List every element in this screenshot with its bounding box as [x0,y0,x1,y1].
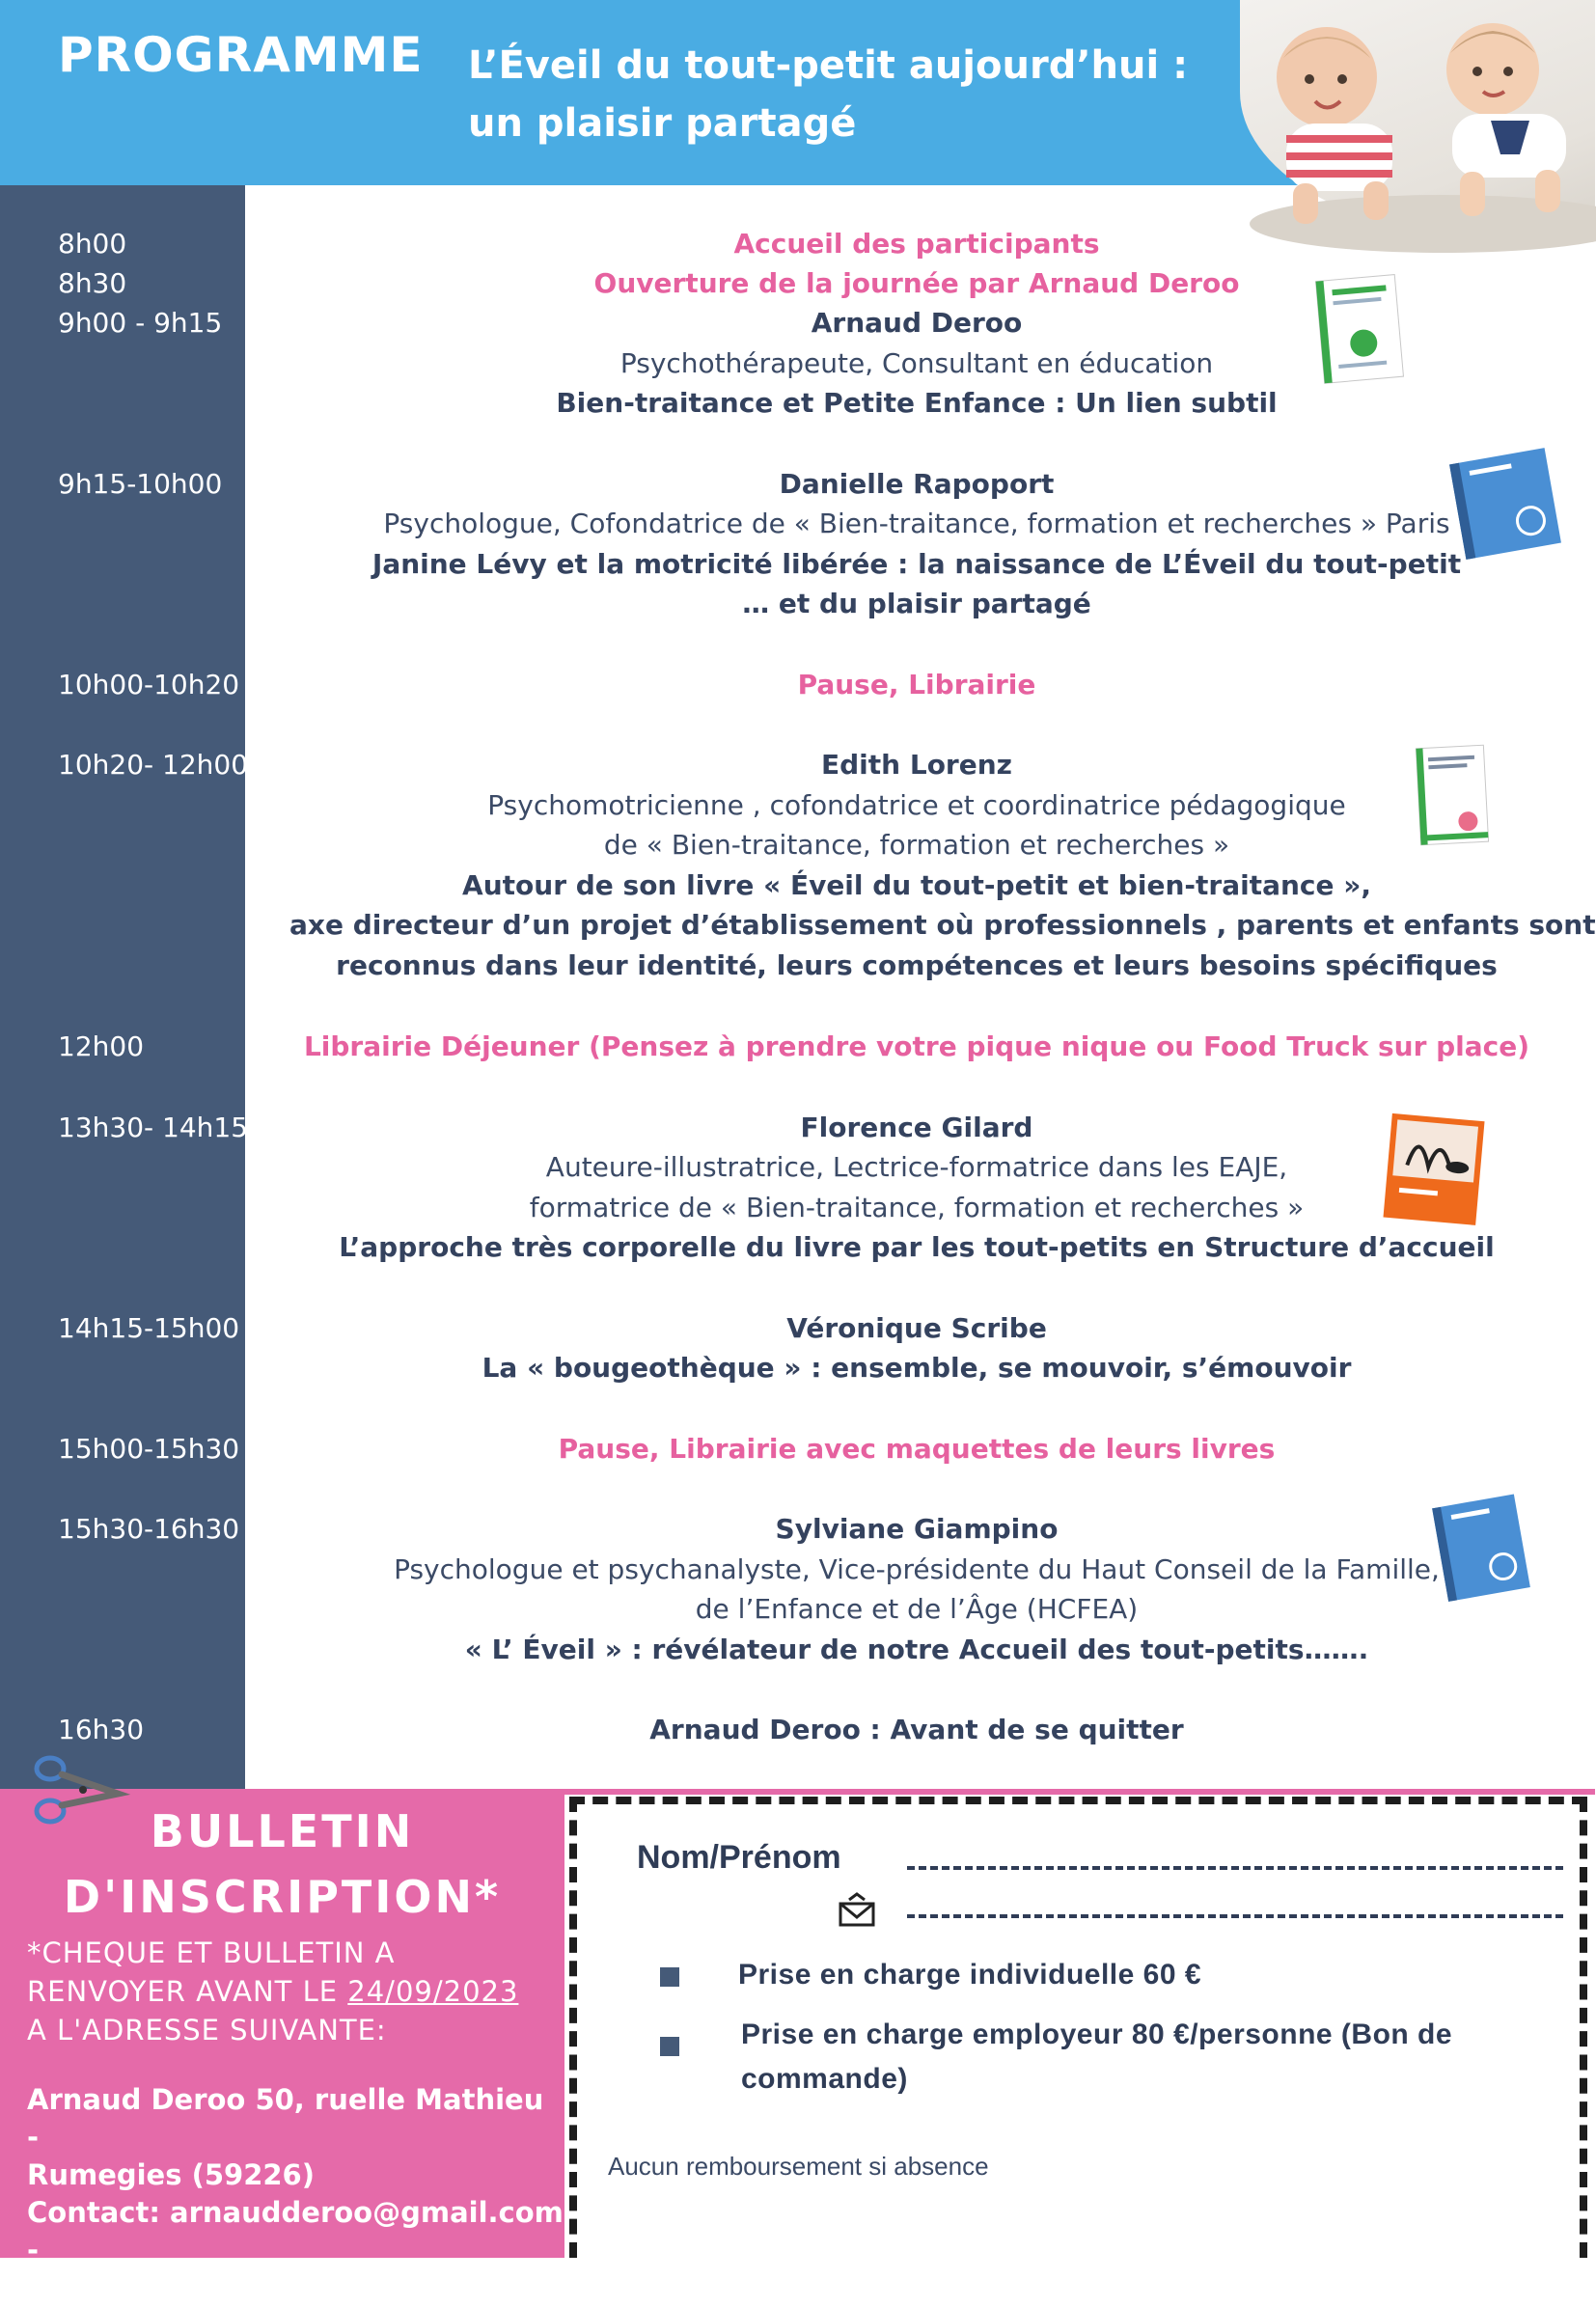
time-slot: 8h30 [58,267,127,299]
event-subtitle [468,37,1188,152]
lunch-break: Librairie Déjeuner (Pensez à prendre votre pique nique ou Food Truck sur place) [303,1030,1530,1062]
welcome-participants: Accueil des participants [733,228,1100,260]
instruction-line: *CHEQUE ET BULLETIN A [27,1936,396,1969]
speaker-role: Auteure-illustratrice, Lectrice-formatrice dans les EAJE, [545,1151,1288,1183]
talk-title: Autour de son livre « Éveil du tout-petit et bien-traitance », [462,869,1371,901]
opening-session: Ouverture de la journée par Arnaud Deroo [593,267,1240,299]
registration-instructions [27,1934,518,2049]
break-bookshop-mockups: Pause, Librairie avec maquettes de leurs livres [558,1433,1276,1465]
talk-title: Janine Lévy et la motricité libérée : la naissance de L’Éveil du tout-petit [371,548,1462,580]
registration-panel [0,1789,564,2304]
talk-title: L’approche très corporelle du livre par les tout-petits en Structure d’accueil [339,1231,1495,1263]
timeline-sidebar [0,185,245,1789]
contact-email[interactable]: Contact: arnaudderoo@gmail.com - [27,2196,564,2266]
speaker-role: Psychologue, Cofondatrice de « Bien-traitance, formation et recherches » Paris [383,508,1450,539]
refund-notice: Aucun remboursement si absence [608,2152,989,2181]
time-slot: 9h00 - 9h15 [58,307,223,339]
babies-illustration [1240,0,1595,236]
talk-title: « L’ Éveil » : révélateur de notre Accueil des tout-petits……. [464,1634,1369,1665]
book-cover-icon [1443,446,1568,562]
speaker-name: Arnaud Deroo [811,307,1023,339]
instruction-line: A L'ADRESSE SUIVANTE: [27,2014,387,2046]
speaker-role: formatrice de « Bien-traitance, formation et recherches » [529,1192,1305,1223]
time-slot: 13h30- 14h15 [58,1112,249,1143]
employer-option-line: Prise en charge employeur 80 €/personne (Bon de [741,2019,1453,2050]
talk-title: La « bougeothèque » : ensemble, se mouvoir, s’émouvoir [482,1352,1352,1384]
speaker-role: Psychomotricienne , cofondatrice et coordinatrice pédagogique [487,789,1346,821]
time-slot: 15h30-16h30 [58,1513,240,1545]
babies-photo [1240,0,1595,236]
employer-option-label [741,2013,1452,2101]
address-line: Arnaud Deroo 50, ruelle Mathieu - [27,2083,544,2154]
subtitle-line-2: un plaisir partagé [468,101,857,146]
individual-option-label: Prise en charge individuelle 60 € [738,1959,1202,1991]
book-cover-icon [1411,741,1494,849]
time-slot: 10h20- 12h00 [58,749,249,781]
postal-address [27,2081,564,2307]
speaker-name: Florence Gilard [800,1112,1033,1143]
talk-title: … et du plaisir partagé [742,588,1091,619]
time-slot: 16h30 [58,1714,145,1745]
speaker-name: Sylviane Giampino [775,1513,1059,1545]
talk-title: Bien-traitance et Petite Enfance : Un lien subtil [556,387,1278,419]
name-field-label: Nom/Prénom [637,1839,841,1876]
speaker-role: Psychologue et psychanalyste, Vice-présidente du Haut Conseil de la Famille, [394,1553,1440,1585]
time-slot: 14h15-15h00 [58,1312,240,1344]
time-slot: 15h00-15h30 [58,1433,240,1465]
scissors-icon [29,1751,125,1828]
contact-phone: 06 23 21 92 41 [27,2271,261,2304]
speaker-role: Psychothérapeute, Consultant en éducation [619,347,1214,379]
instruction-prefix: RENVOYER AVANT LE [27,1975,348,2008]
individual-checkbox[interactable] [660,1967,679,1987]
mail-icon [838,1896,876,1927]
book-cover-icon [1378,1110,1492,1230]
talk-title: reconnus dans leur identité, leurs compétences et leurs besoins spécifiques [336,949,1498,981]
closing-remarks: Arnaud Deroo : Avant de se quitter [649,1714,1184,1745]
book-cover-icon [1428,1491,1536,1605]
employer-option-line: commande) [741,2063,908,2095]
email-input-line[interactable] [907,1914,1563,1918]
deadline-date: 24/09/2023 [347,1975,519,2008]
address-line: Rumegies (59226) [27,2158,315,2191]
speaker-role: de « Bien-traitance, formation et recherches » [603,829,1230,861]
registration-title-line-2: D'INSCRIPTION* [63,1871,502,1923]
name-input-line[interactable] [907,1866,1563,1870]
employer-checkbox[interactable] [660,2037,679,2056]
time-slot: 10h00-10h20 [58,669,240,700]
time-slot: 9h15-10h00 [58,468,223,500]
time-slot: 8h00 [58,228,127,260]
speaker-name: Edith Lorenz [821,749,1012,781]
break-bookshop: Pause, Librairie [797,669,1036,700]
speaker-name: Véronique Scribe [786,1312,1047,1344]
registration-title-line-1: BULLETIN [150,1805,415,1857]
talk-title: axe directeur d’un projet d’établissement où professionnels , parents et enfants sont [289,909,1596,941]
speaker-name: Danielle Rapoport [779,468,1055,500]
program-title: PROGRAMME [58,27,424,83]
form-top-strip [564,1789,1595,1795]
time-slot: 12h00 [58,1030,145,1062]
speaker-role: de l’Enfance et de l’Âge (HCFEA) [695,1593,1139,1625]
book-cover-icon [1310,272,1407,386]
instruction-line [27,1972,518,2011]
subtitle-line-1: L’Éveil du tout-petit aujourd’hui : [468,43,1189,88]
